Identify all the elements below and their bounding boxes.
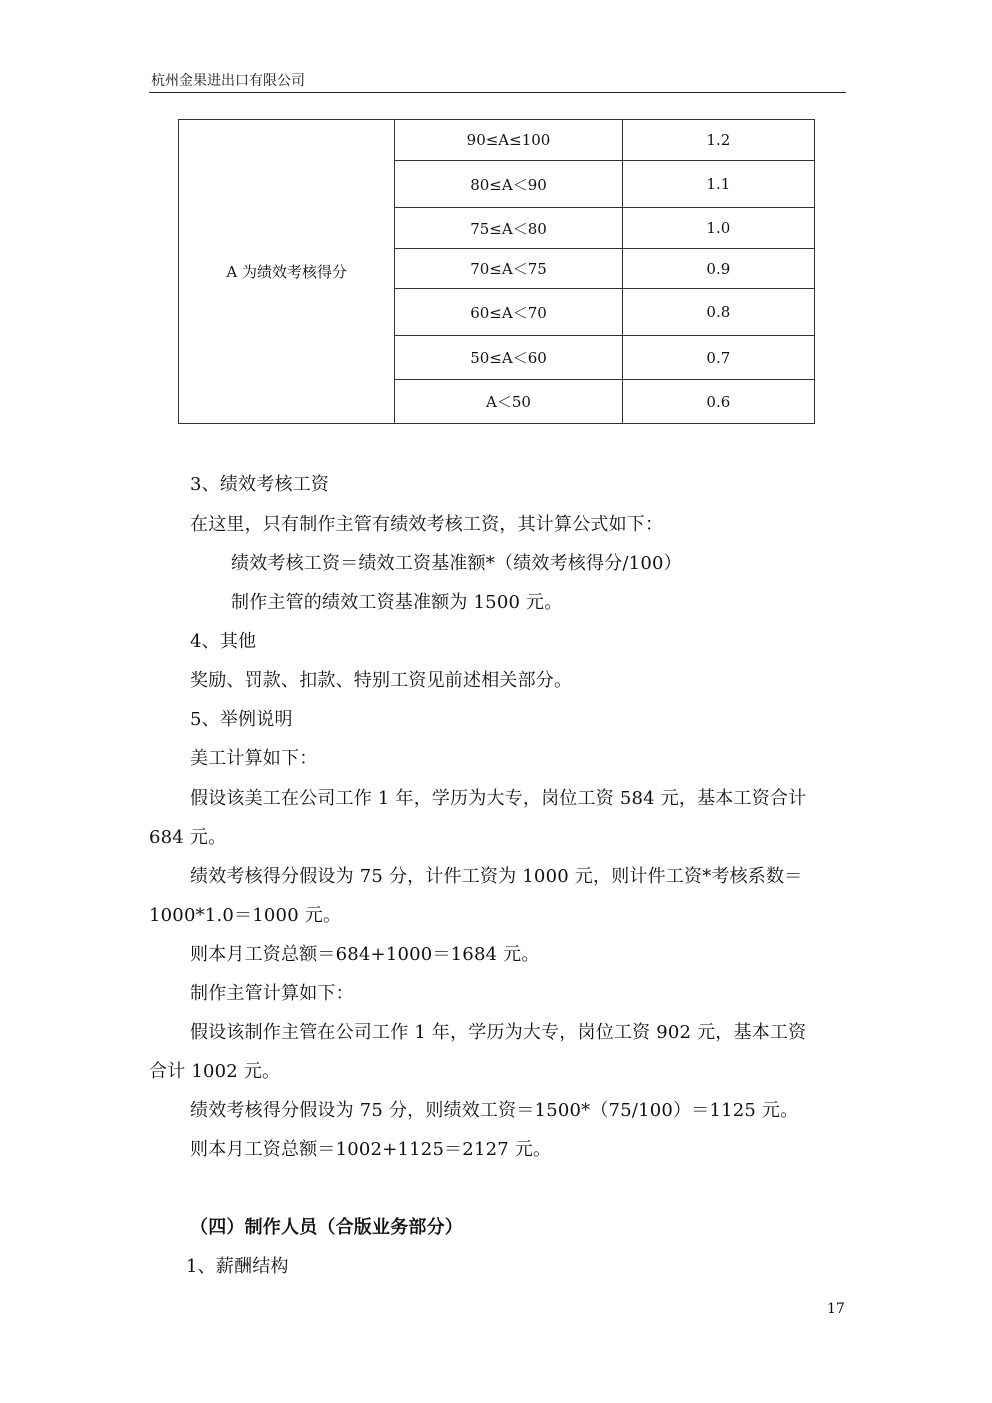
- section-3-title: 3、绩效考核工资: [190, 474, 330, 495]
- supervisor-example-paragraph-1-cont: 合计 1002 元。: [149, 1061, 281, 1082]
- score-coefficient-table: [178, 119, 815, 424]
- art-example-total: 则本月工资总额＝684+1000＝1684 元。: [190, 944, 540, 965]
- score-range-cell: A＜50: [395, 380, 622, 424]
- section-3-formula: 绩效考核工资＝绩效工资基准额*（绩效考核得分/100）: [231, 553, 682, 574]
- section-4-text: 奖励、罚款、扣款、特别工资见前述相关部分。: [190, 670, 573, 691]
- header-divider: [149, 92, 846, 93]
- coefficient-cell: 0.8: [622, 289, 814, 336]
- score-range-cell: 60≤A＜70: [395, 289, 622, 336]
- page-number: 17: [827, 1301, 845, 1317]
- art-example-paragraph-1: 假设该美工在公司工作 1 年，学历为大专，岗位工资 584 元，基本工资合计: [190, 788, 807, 809]
- company-header: 杭州金果进出口有限公司: [151, 73, 305, 89]
- coefficient-cell: 0.9: [622, 249, 814, 289]
- coefficient-cell: 1.0: [622, 208, 814, 249]
- supervisor-example-title: 制作主管计算如下：: [190, 983, 354, 1004]
- supervisor-example-total: 则本月工资总额＝1002+1125＝2127 元。: [190, 1139, 552, 1160]
- art-example-paragraph-1-cont: 684 元。: [149, 827, 227, 848]
- section-3-intro: 在这里，只有制作主管有绩效考核工资，其计算公式如下：: [190, 514, 664, 535]
- coefficient-cell: 1.2: [622, 120, 814, 161]
- section-four-subheading: 1、薪酬结构: [186, 1256, 289, 1277]
- section-4-title: 4、其他: [190, 631, 257, 652]
- coefficient-cell: 0.7: [622, 336, 814, 380]
- score-label-cell: A 为绩效考核得分: [179, 120, 395, 424]
- score-range-cell: 70≤A＜75: [395, 249, 622, 289]
- score-range-cell: 90≤A≤100: [395, 120, 622, 161]
- coefficient-cell: 0.6: [622, 380, 814, 424]
- table-row: [179, 120, 815, 161]
- section-5-title: 5、举例说明: [190, 709, 293, 730]
- art-example-paragraph-2-cont: 1000*1.0＝1000 元。: [149, 905, 342, 926]
- section-3-base-amount: 制作主管的绩效工资基准额为 1500 元。: [231, 592, 563, 613]
- section-four-heading: （四）制作人员（合版业务部分）: [190, 1217, 463, 1238]
- art-example-paragraph-2: 绩效考核得分假设为 75 分，计件工资为 1000 元，则计件工资*考核系数＝: [190, 866, 803, 887]
- supervisor-example-paragraph-1: 假设该制作主管在公司工作 1 年，学历为大专，岗位工资 902 元，基本工资: [190, 1022, 807, 1043]
- score-range-cell: 75≤A＜80: [395, 208, 622, 249]
- supervisor-example-paragraph-2: 绩效考核得分假设为 75 分，则绩效工资＝1500*（75/100）＝1125 元。: [190, 1100, 799, 1121]
- coefficient-cell: 1.1: [622, 161, 814, 208]
- art-example-title: 美工计算如下：: [190, 748, 318, 769]
- score-range-cell: 50≤A＜60: [395, 336, 622, 380]
- score-range-cell: 80≤A＜90: [395, 161, 622, 208]
